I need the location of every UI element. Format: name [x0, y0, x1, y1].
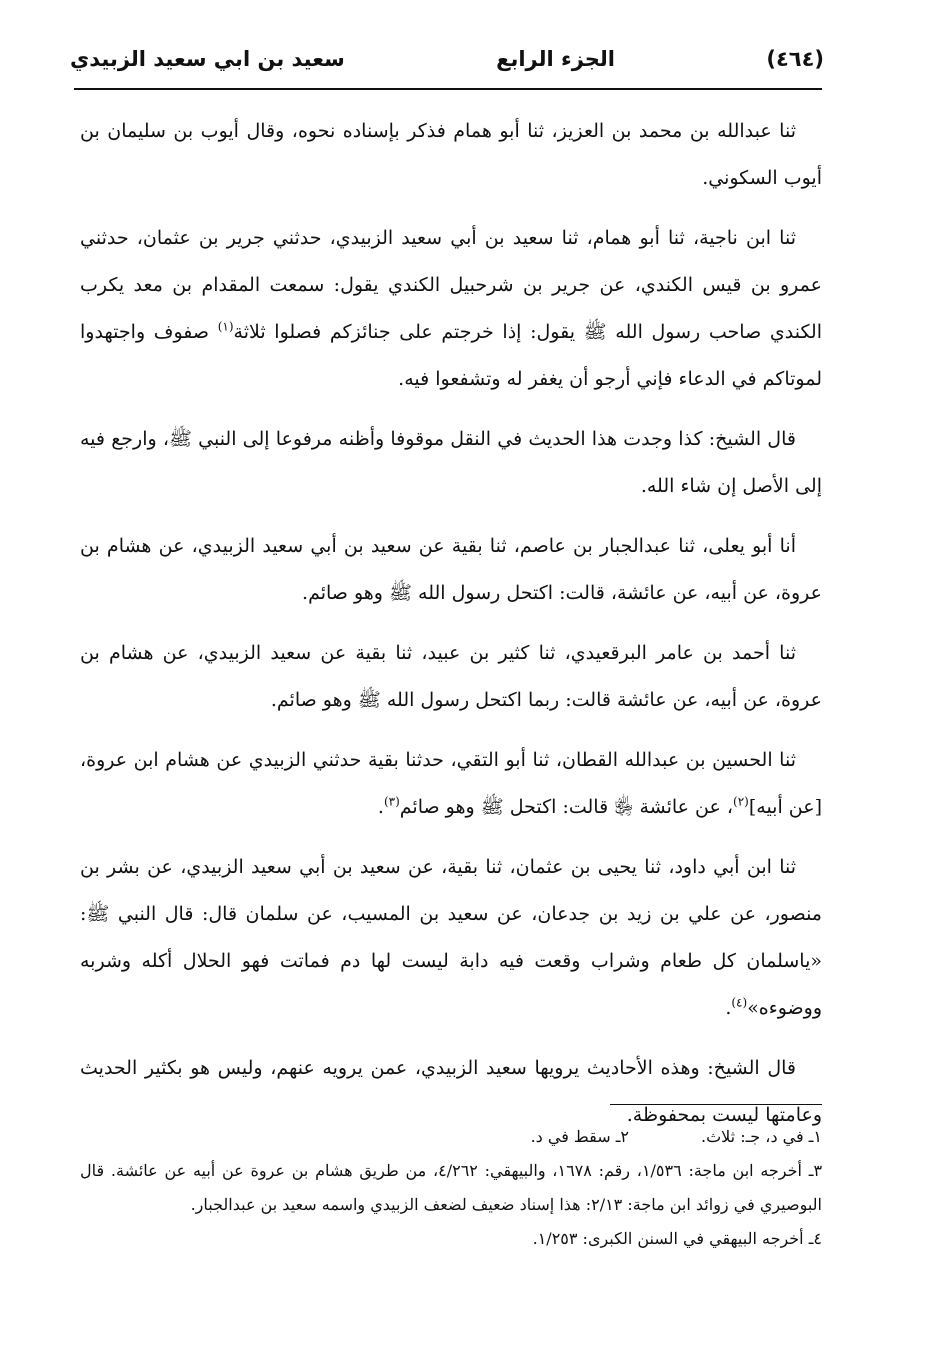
footnote-number: ٣ـ	[808, 1161, 823, 1180]
footnote-4	[80, 1222, 822, 1256]
paragraph-text: ثنا عبدالله بن محمد بن العزيز، ثنا أبو همام فذكر بإسناده نحوه، وقال أيوب بن سليمان بن أيوب السكوني.	[80, 120, 822, 189]
footnote-ref-2[interactable]: (٢)	[733, 794, 749, 809]
footnotes	[80, 1120, 822, 1256]
paragraph-7	[80, 844, 822, 1032]
footnote-text: ٤ـ أخرجه البيهقي في السنن الكبرى: ١/٢٥٣.	[532, 1229, 822, 1248]
paragraph-3	[80, 416, 822, 510]
paragraph-text: ثنا ابن ناجية، ثنا أبو همام، ثنا سعيد بن أبي سعيد الزبيدي، حدثني جرير بن عثمان، حدثني عمرو بن قيس الكندي، عن جرير بن شرحبيل الكندي يقول: سمعت المقدام بن معد يكرب الكندي صاحب رسول الله ﷺ يقول: إذا خرجتم على جنائزكم فصلوا ثلاثة	[80, 227, 823, 343]
paragraph-text: ثنا ابن أبي داود، ثنا يحيى بن عثمان، ثنا بقية، عن سعيد بن أبي سعيد الزبيدي، عن بشر بن منصور، عن علي بن زيد بن جدعان، عن سعيد بن المسيب، عن سلمان قال: قال النبي ﷺ: «ياسلمان كل طعام وشراب وقعت فيه دابة ليست لها دم فماتت فهو الحلال أكله وشربه ووضوءه»	[80, 856, 822, 1019]
main-text	[80, 108, 822, 1152]
footnote-ref-3[interactable]: (٣)	[383, 794, 400, 809]
page-number: (٤٦٤)	[766, 47, 824, 71]
entry-title: سعيد بن ابي سعيد الزبيدي	[70, 47, 345, 71]
paragraph-2	[80, 215, 822, 403]
paragraph-text: ثنا الحسين بن عبدالله القطان، ثنا أبو التقي، حدثنا بقية حدثني الزبيدي عن هشام ابن عروة، [عن أبيه]	[80, 749, 822, 818]
running-header	[70, 38, 824, 80]
footnote-divider	[610, 1104, 822, 1105]
footnote-text: أخرجه ابن ماجة: ١/٥٣٦، رقم: ١٦٧٨، والبيهقي: ٤/٢٦٢، من طريق هشام بن عروة عن أبيه عن عائشة. قال البوصيري في زوائد ابن ماجة: ٢/١٣: هذا إسناد ضعيف لضعف الزبيدي واسمه سعيد بن عبدالجبار.	[80, 1161, 822, 1214]
paragraph-text-continued: صفوف واجتهدوا لموتاكم في الدعاء فإني أرجو أن يغفر له وتشفعوا فيه.	[80, 321, 822, 390]
header-divider	[74, 88, 822, 90]
paragraph-5	[80, 630, 822, 724]
footnote-row	[80, 1120, 822, 1154]
footnote-2: ٢ـ سقط في د.	[530, 1127, 629, 1146]
footnote-ref-4[interactable]: (٤)	[731, 995, 748, 1010]
paragraph-text-continued: ، عن عائشة ﵂ قالت: اكتحل ﷺ وهو صائم	[399, 796, 734, 818]
paragraph-text-end: .	[725, 997, 732, 1019]
footnote-3	[80, 1154, 822, 1222]
paragraph-text: ثنا أحمد بن عامر البرقعيدي، ثنا كثير بن عبيد، ثنا بقية عن سعيد الزبيدي، عن هشام بن عروة، عن أبيه، عن عائشة قالت: ربما اكتحل رسول الله ﷺ وهو صائم.	[80, 642, 822, 711]
paragraph-text: أنا أبو يعلى، ثنا عبدالجبار بن عاصم، ثنا بقية عن سعيد بن أبي سعيد الزبيدي، عن هشام بن عروة، عن أبيه، عن عائشة، قالت: اكتحل رسول الله ﷺ وهو صائم.	[80, 535, 822, 604]
paragraph-text: قال الشيخ: كذا وجدت هذا الحديث في النقل موقوفا وأظنه مرفوعا إلى النبي ﷺ، وارجع فيه إلى الأصل إن شاء الله.	[80, 428, 822, 497]
paragraph-4	[80, 523, 822, 617]
footnote-1: ١ـ في د، جـ: ثلاث.	[700, 1127, 822, 1146]
paragraph-text-end: .	[377, 796, 384, 818]
footnote-ref-1[interactable]: (١)	[217, 319, 234, 334]
paragraph-text: قال الشيخ: وهذه الأحاديث يرويها سعيد الزبيدي، عمن يرويه عنهم، وليس هو بكثير الحديث وعامتها ليست بمحفوظة.	[80, 1057, 822, 1126]
volume-title: الجزء الرابع	[496, 47, 615, 71]
paragraph-1	[80, 108, 822, 202]
paragraph-6	[80, 737, 822, 831]
